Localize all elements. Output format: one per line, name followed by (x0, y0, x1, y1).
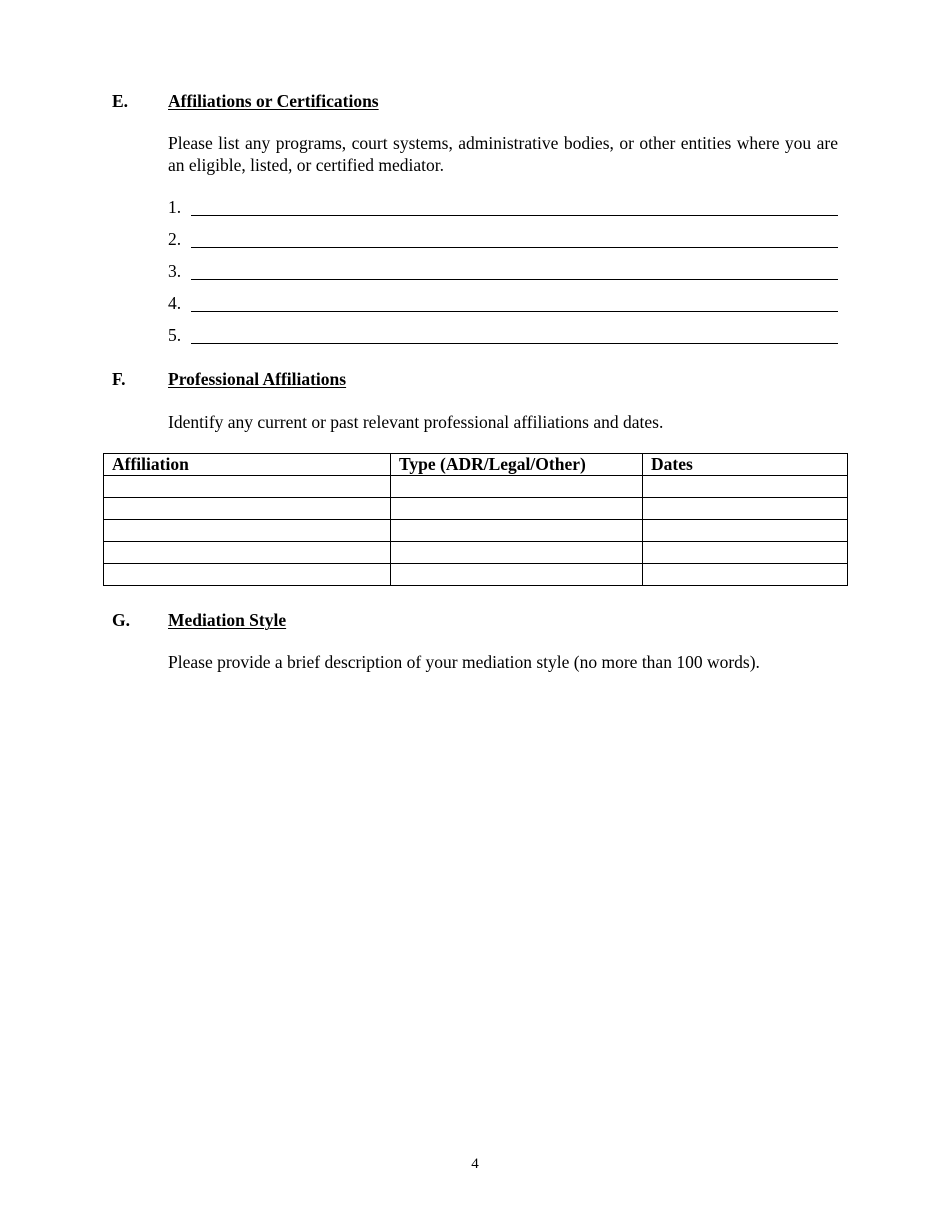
fill-in-line[interactable] (191, 343, 838, 344)
table-row (104, 564, 848, 586)
section-e-heading (112, 89, 852, 113)
table-row (104, 476, 848, 498)
section-g-letter: G. (112, 610, 130, 630)
affiliations-table-body (104, 476, 848, 586)
affiliations-table (103, 453, 848, 586)
affiliation-cell[interactable] (104, 476, 391, 498)
column-header-type: Type (ADR/Legal/Other) (391, 454, 643, 476)
fill-in-line[interactable] (191, 247, 838, 248)
certification-line-4[interactable] (168, 292, 838, 314)
certification-line-3[interactable] (168, 260, 838, 282)
table-row (104, 498, 848, 520)
dates-cell[interactable] (643, 542, 848, 564)
section-e-letter: E. (112, 91, 129, 111)
affiliation-cell[interactable] (104, 498, 391, 520)
certification-line-5[interactable] (168, 324, 838, 346)
type-cell[interactable] (391, 564, 643, 586)
type-cell[interactable] (391, 520, 643, 542)
column-header-dates: Dates (643, 454, 848, 476)
section-f-title: Professional Affiliations (168, 369, 347, 389)
page-number: 4 (471, 1156, 479, 1172)
affiliation-cell[interactable] (104, 520, 391, 542)
affiliation-cell[interactable] (104, 542, 391, 564)
dates-cell[interactable] (643, 520, 848, 542)
type-cell[interactable] (391, 498, 643, 520)
section-g-instruction: Please provide a brief description of your mediation style (no more than 100 words). (168, 652, 760, 672)
section-f-letter: F. (112, 369, 126, 389)
type-cell[interactable] (391, 542, 643, 564)
section-g-heading (112, 608, 852, 632)
line-number: 4. (168, 293, 182, 313)
line-number: 2. (168, 229, 182, 249)
type-cell[interactable] (391, 476, 643, 498)
section-f-heading (112, 367, 852, 391)
certification-line-2[interactable] (168, 228, 838, 250)
section-g-title: Mediation Style (168, 610, 287, 630)
line-number: 3. (168, 261, 182, 281)
table-row (104, 520, 848, 542)
fill-in-line[interactable] (191, 279, 838, 280)
dates-cell[interactable] (643, 476, 848, 498)
fill-in-line[interactable] (191, 215, 838, 216)
column-header-affiliation: Affiliation (104, 454, 391, 476)
certification-line-1[interactable] (168, 196, 838, 218)
section-f-instruction: Identify any current or past relevant professional affiliations and dates. (168, 412, 664, 432)
dates-cell[interactable] (643, 498, 848, 520)
line-number: 5. (168, 325, 182, 345)
dates-cell[interactable] (643, 564, 848, 586)
table-row (104, 542, 848, 564)
fill-in-line[interactable] (191, 311, 838, 312)
section-e-instruction: Please list any programs, court systems, administrative bodies, or other entities where you are an eligible, listed, or certified mediator. (168, 133, 838, 175)
table-header-row (104, 454, 848, 476)
affiliation-cell[interactable] (104, 564, 391, 586)
line-number: 1. (168, 197, 182, 217)
section-e-title: Affiliations or Certifications (168, 91, 379, 111)
